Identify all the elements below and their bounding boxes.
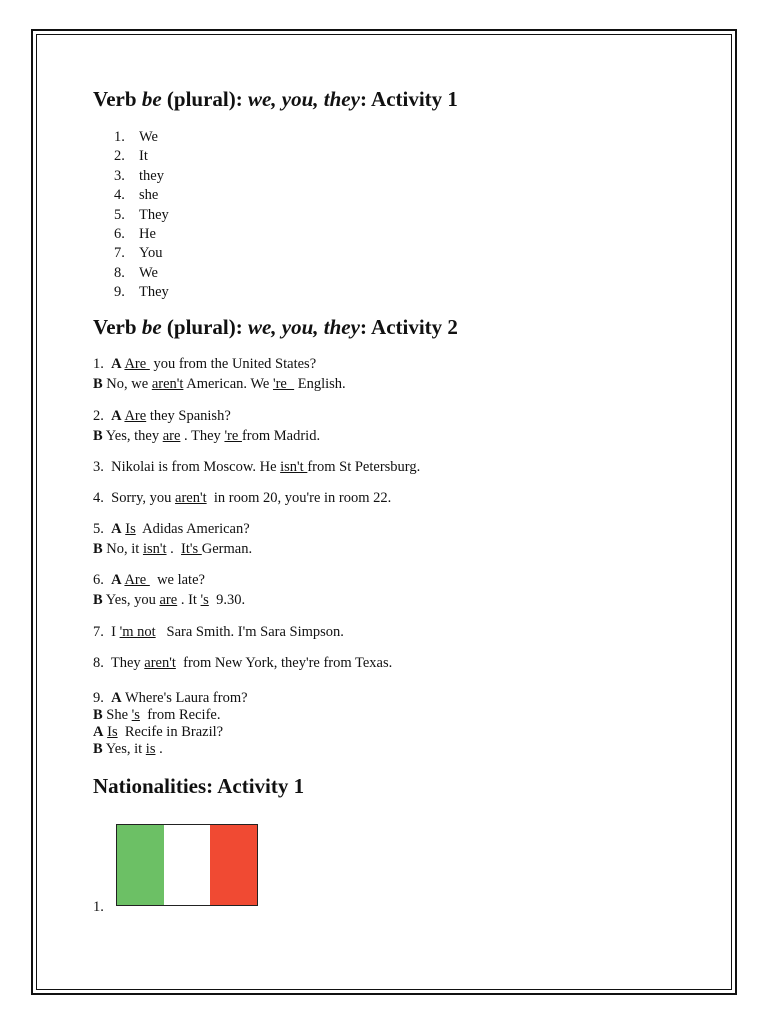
exercise-line (93, 459, 420, 476)
sentence-text: German. (201, 541, 253, 557)
exercise-line (93, 490, 391, 507)
title-part: be (141, 87, 162, 111)
answer-text: 're (224, 428, 242, 444)
exercise-line (93, 408, 231, 425)
sentence-text: you from the United States? (149, 356, 317, 372)
list-item-text: she (139, 187, 159, 204)
title-part: we, you, they (247, 87, 360, 111)
sentence-text: Yes, they (102, 428, 163, 444)
exercise-line (93, 690, 248, 707)
list-item (114, 206, 169, 225)
speaker-label: B (93, 376, 103, 392)
title-part: : Activity 1 (359, 87, 458, 111)
activity1-answer-list (114, 128, 169, 303)
list-item-text: You (139, 245, 163, 262)
answer-text: Is (107, 724, 118, 740)
sentence-text: . (166, 541, 182, 557)
list-item (114, 147, 169, 166)
sentence-text: 5. (93, 521, 112, 537)
answer-text: Are (124, 572, 150, 588)
list-item (114, 186, 169, 205)
speaker-label: A (111, 408, 122, 424)
flag-stripe-red (210, 825, 257, 905)
sentence-text: Yes, it (102, 741, 146, 757)
list-item-text: We (139, 264, 158, 281)
title-part: Verb (93, 315, 142, 339)
sentence-text: 3. Nikolai is from Moscow. He (93, 459, 281, 475)
sentence-text: 1. (93, 356, 112, 372)
speaker-label: A (93, 724, 104, 740)
exercise-line (93, 624, 344, 641)
list-item-text: We (139, 129, 158, 145)
activity2-title (93, 315, 458, 340)
sentence-text: they Spanish? (146, 408, 231, 424)
sentence-text: Where's Laura from? (121, 690, 248, 706)
answer-text: isn't (142, 541, 167, 557)
answer-text: 'm not (119, 624, 156, 640)
sentence-text: American. We (183, 376, 273, 392)
exercise-line (93, 592, 245, 609)
exercise-line (93, 741, 163, 758)
sentence-text: . They (180, 428, 225, 444)
sentence-text: No, we (102, 376, 152, 392)
answer-text: isn't (280, 459, 308, 475)
sentence-text: Adidas American? (135, 521, 250, 537)
exercise-line (93, 541, 252, 558)
flag-stripe-green (117, 825, 164, 905)
answer-text: Are (124, 356, 150, 372)
title-part: Verb (93, 87, 142, 111)
speaker-label: B (93, 541, 103, 557)
answer-text: 're (272, 376, 295, 392)
list-item-number: 8. (114, 264, 125, 281)
speaker-label: B (93, 592, 103, 608)
answer-text: Are (124, 408, 147, 424)
exercise-line (93, 521, 250, 538)
sentence-text: No, it (102, 541, 143, 557)
sentence-text: Recife in Brazil? (117, 724, 224, 740)
list-item (114, 128, 169, 147)
list-item-text: They (139, 284, 169, 301)
speaker-label: B (93, 707, 103, 723)
answer-text: It's (181, 541, 202, 557)
activity1-title (93, 87, 458, 112)
list-item-number: 3. (114, 167, 125, 184)
list-item-number: 1. (114, 129, 125, 145)
sentence-text: 4. Sorry, you (93, 490, 176, 506)
exercise-line (93, 707, 220, 724)
sentence-text: Yes, you (102, 592, 160, 608)
exercise-line (93, 655, 392, 672)
list-item-text: They (139, 206, 169, 223)
sentence-text: 9.30. (208, 592, 246, 608)
list-item-number: 9. (114, 284, 125, 301)
list-item (114, 225, 169, 244)
sentence-text: 7. I (93, 624, 120, 640)
sentence-text: 9. (93, 690, 112, 706)
answer-text: Is (125, 521, 136, 537)
list-item (114, 167, 169, 186)
list-item-text: It (139, 148, 148, 165)
exercise-line (93, 356, 316, 373)
exercise-line (93, 572, 205, 589)
list-item-number: 5. (114, 206, 125, 223)
title-part: : Activity 2 (359, 315, 458, 339)
answer-text: aren't (175, 490, 207, 506)
list-item-number: 7. (114, 245, 125, 262)
flag-stripe-white (164, 825, 211, 905)
sentence-text: She (102, 707, 132, 723)
sentence-text: . It (177, 592, 201, 608)
answer-text: are (162, 428, 181, 444)
answer-text: 's (131, 707, 140, 723)
sentence-text: . (155, 741, 163, 757)
sentence-text: English. (294, 376, 346, 392)
exercise-line (93, 376, 346, 393)
title-part: (plural): (161, 315, 248, 339)
list-item-number: 4. (114, 187, 125, 204)
sentence-text: Sara Smith. I'm Sara Simpson. (155, 624, 344, 640)
speaker-label: B (93, 428, 103, 444)
exercise-line (93, 428, 320, 445)
list-item-text: they (139, 167, 164, 184)
sentence-text: we late? (149, 572, 205, 588)
sentence-text: 8. They (93, 655, 145, 671)
speaker-label: A (111, 572, 122, 588)
title-part: we, you, they (247, 315, 360, 339)
speaker-label: B (93, 741, 103, 757)
title-part: (plural): (161, 87, 248, 111)
exercise-line (93, 724, 223, 741)
sentence-text: 2. (93, 408, 112, 424)
sentence-text: from Madrid. (241, 428, 321, 444)
list-item-number: 6. (114, 225, 125, 242)
speaker-label: A (111, 356, 122, 372)
list-item (114, 244, 169, 263)
title-part: be (141, 315, 162, 339)
flag-item-number: 1. (93, 899, 104, 915)
speaker-label: A (111, 521, 122, 537)
answer-text: aren't (151, 376, 184, 392)
sentence-text: 6. (93, 572, 112, 588)
italy-flag-image (116, 824, 258, 906)
answer-text: are (159, 592, 178, 608)
answer-text: aren't (144, 655, 176, 671)
list-item-number: 2. (114, 148, 125, 165)
nationalities-title: Nationalities: Activity 1 (93, 774, 305, 798)
sentence-text: from St Petersburg. (307, 459, 421, 475)
list-item-text: He (139, 225, 156, 242)
speaker-label: A (111, 690, 122, 706)
sentence-text: from Recife. (139, 707, 221, 723)
answer-text: is (145, 741, 156, 757)
list-item (114, 264, 169, 283)
sentence-text: in room 20, you're in room 22. (206, 490, 392, 506)
answer-text: 's (200, 592, 209, 608)
sentence-text: from New York, they're from Texas. (175, 655, 393, 671)
list-item (114, 283, 169, 302)
